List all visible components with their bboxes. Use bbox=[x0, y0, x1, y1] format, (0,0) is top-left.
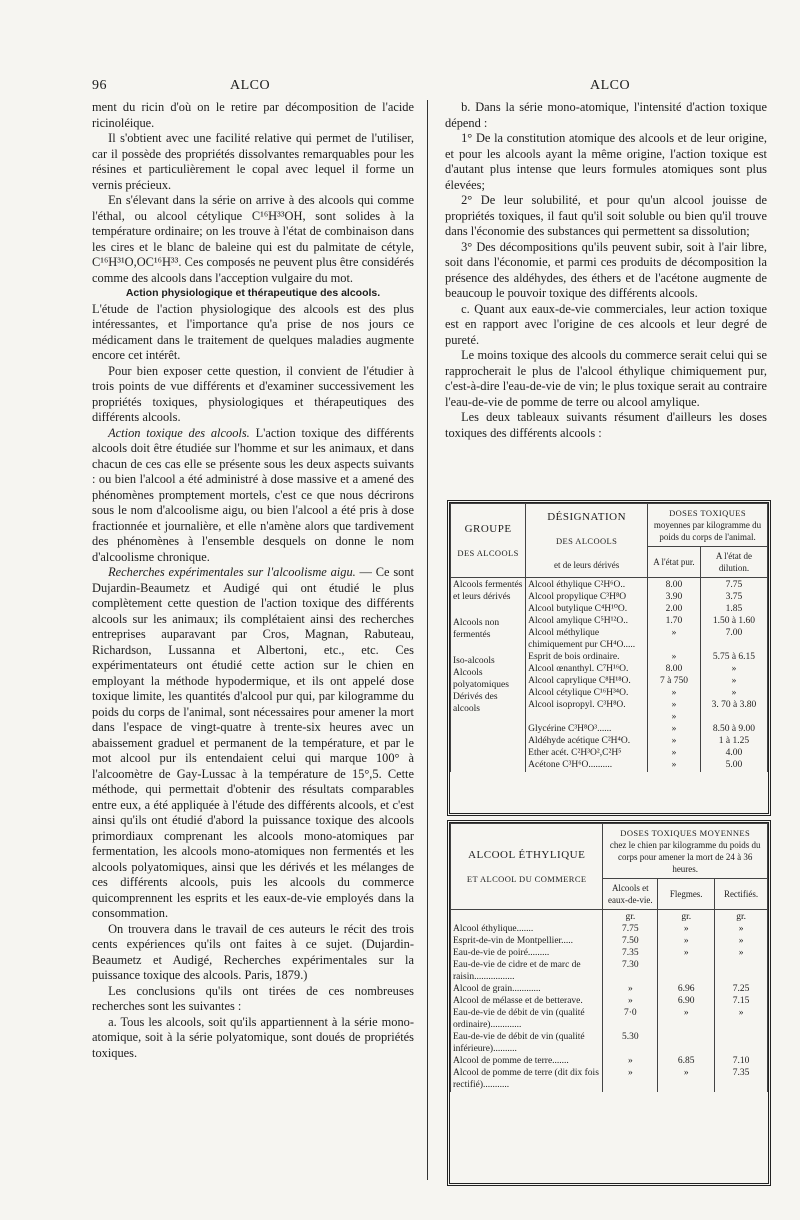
rectifies-dose: » bbox=[738, 924, 744, 934]
flegmes-dose: » bbox=[683, 1068, 689, 1078]
alcohol-name: Esprit-de-vin de Montpellier..... bbox=[453, 936, 574, 946]
pure-dose: 1.70 bbox=[665, 616, 683, 626]
alcohol-name: Alcool de pomme de terre....... bbox=[453, 1056, 569, 1066]
paragraph bbox=[92, 426, 414, 566]
flegmes-column bbox=[658, 910, 715, 1093]
eaux-dose: 7.75 bbox=[622, 924, 639, 934]
pure-dose: » bbox=[671, 724, 677, 734]
pure-dose: » bbox=[671, 628, 677, 638]
unit-label: gr. bbox=[625, 912, 636, 922]
paragraph: L'étude de l'action physiologique des alcools est des plus intéressantes, et l'importance qu'a prise de nos jours ce médicament dans le traitement de quelques maladies augmente encore cet intérêt. bbox=[92, 301, 414, 362]
header-doses: DOSES TOXIQUES MOYENNES chez le chien par kilogramme du poids du corps pour amener la mort de 24 à 36 heures. bbox=[603, 824, 768, 879]
rectifies-dose bbox=[717, 1031, 765, 1055]
header-flegmes: Flegmes. bbox=[658, 879, 715, 910]
paragraph: Le moins toxique des alcools du commerce serait celui qui se rapprocherait le plus de l'alcool éthylique chimiquement pur, c'est-à-dire l'eau-de-vie de vin; le plus toxique serait au contraire l'eau-de-vie de pomme de terre ou alcool amylique. bbox=[445, 348, 767, 409]
eaux-dose: » bbox=[627, 1068, 633, 1078]
toxic-doses-table bbox=[447, 500, 771, 816]
dilution-dose: 1 à 1.25 bbox=[718, 736, 750, 746]
alcohol-name: Alcool caprylique C⁸H¹⁸O. bbox=[528, 676, 631, 686]
rectifies-dose bbox=[717, 959, 765, 983]
rectifies-dose: 7.10 bbox=[732, 1056, 750, 1066]
paragraph: 1° De la constitution atomique des alcools et de leur origine, et pour les alcools ayant la même origine, l'action toxique est d'autant plus intense que leurs formules atomiques sont plus élevées; bbox=[445, 131, 767, 192]
alcohol-name: Eau-de-vie de cidre et de marc de raisin................. bbox=[453, 960, 581, 982]
alcohol-name: Eau-de-vie de débit de vin (qualité inférieure).......... bbox=[453, 1032, 585, 1054]
pure-dose: » bbox=[671, 712, 677, 722]
paragraph: 2° De leur solubilité, et pour qu'un alcool jouisse de propriétés toxiques, il faut qu'il soit soluble ou bien qu'il trouve dans l'économie des substances qui permettent sa dissolution; bbox=[445, 193, 767, 238]
flegmes-dose: » bbox=[683, 1008, 689, 1018]
pure-dose: » bbox=[671, 748, 677, 758]
pure-column bbox=[648, 578, 701, 773]
run-in-title: Recherches expérimentales sur l'alcoolisme aigu. bbox=[108, 565, 356, 579]
rectifies-dose: » bbox=[738, 948, 744, 958]
dilution-dose: 1.85 bbox=[725, 604, 743, 614]
paragraph bbox=[92, 565, 414, 922]
alcohol-name: Ether acét. C²H³O²,C²H⁵ bbox=[528, 748, 622, 758]
alcohol-name: Alcool de grain............ bbox=[453, 984, 541, 994]
header-group: GROUPE DES ALCOOLS bbox=[451, 504, 526, 578]
pure-dose: » bbox=[671, 760, 677, 770]
flegmes-dose: » bbox=[683, 948, 689, 958]
running-head-right: ALCO bbox=[590, 78, 631, 93]
dilution-dose: 7.75 bbox=[725, 580, 743, 590]
group-label: Alcools fermentés et leurs dérivés bbox=[453, 580, 523, 602]
alcohol-name: Alcool isopropyl. C³H⁸O. bbox=[528, 700, 626, 710]
dilution-dose: » bbox=[731, 688, 737, 698]
paragraph: c. Quant aux eaux-de-vie commerciales, leur action toxique est en rapport avec l'origine de ces alcools et leur degré de pureté. bbox=[445, 301, 767, 347]
eaux-dose: 7·0 bbox=[623, 1008, 637, 1018]
column-divider bbox=[427, 100, 428, 1180]
pure-dose: 2.00 bbox=[665, 604, 683, 614]
alcohol-name: Alcool éthylique....... bbox=[453, 924, 534, 934]
eaux-dose: » bbox=[627, 1056, 633, 1066]
group-label: Iso-alcools bbox=[453, 656, 495, 666]
unit-label: gr. bbox=[736, 912, 746, 922]
eaux-dose: 7.30 bbox=[622, 960, 639, 970]
rectifies-dose: 7.25 bbox=[732, 984, 750, 994]
right-column bbox=[445, 100, 767, 441]
alcohol-name: Eau-de-vie de poiré......... bbox=[453, 948, 550, 958]
left-column bbox=[92, 100, 414, 1061]
eaux-dose: 7.35 bbox=[622, 948, 639, 958]
rectifies-dose: 7.35 bbox=[732, 1068, 750, 1078]
flegmes-dose: 6.85 bbox=[677, 1056, 695, 1066]
dilution-column bbox=[700, 578, 767, 773]
dilution-dose: » bbox=[731, 664, 737, 674]
page-number: 96 bbox=[92, 78, 107, 93]
rectifies-dose: 7.15 bbox=[732, 996, 750, 1006]
paragraph: Il s'obtient avec une facilité relative qui permet de l'utiliser, car il possède des propriétés dissolvantes remarquables pour les résines et particulièrement le copal avec lequel il forme un vernis précieux. bbox=[92, 131, 414, 192]
pure-dose: » bbox=[671, 700, 677, 710]
pure-dose: » bbox=[671, 688, 677, 698]
flegmes-dose: » bbox=[683, 936, 689, 946]
header-rectifies: Rectifiés. bbox=[715, 879, 768, 910]
paragraph: 3° Des décompositions qu'ils peuvent subir, soit à l'air libre, soit dans l'économie, et parmi ces produits de décomposition la présence des aldéhydes, des éthers et de l'acétone augmente de beaucoup le pouvoir toxique des différents alcools. bbox=[445, 239, 767, 300]
pure-dose: 8.00 bbox=[665, 580, 683, 590]
alcohol-name: Alcool de pomme de terre (dit dix fois rectifié)........... bbox=[453, 1068, 599, 1090]
pure-dose: 8.00 bbox=[665, 664, 683, 674]
alcohol-name: Acétone C³H⁶O.......... bbox=[528, 760, 613, 770]
paragraph: Les conclusions qu'ils ont tirées de ces nombreuses recherches sont les suivantes : bbox=[92, 983, 414, 1013]
paragraph: ment du ricin d'où on le retire par décomposition de l'acide ricinoléique. bbox=[92, 100, 414, 130]
paragraph-text: L'action toxique des différents alcools doit être étudiée sur l'homme et sur les animaux, et dans chacun de ces cas elle se présente sous les deux aspects suivants : ou bien l'alcool a été administré à dose massive et a amené des phénomènes promptement mortels, c'est ce que nous décrirons sous le nom d'alcoolisme aigu, ou bien l'alcool a été pris à dose fractionnée et journalière, et elle n'amène alors que tardivement des phénomènes à l'ensemble desquels on donne le nom d'alcoolisme chronique. bbox=[92, 425, 415, 564]
eaux-dose: 7.50 bbox=[622, 936, 639, 946]
eaux-dose: » bbox=[627, 984, 633, 994]
commercial-alcohol-table bbox=[447, 820, 771, 1186]
paragraph-text: — Ce sont Dujardin-Beaumetz et Audigé qui ont étudié le plus complètement cette question de l'action toxique des différents alcools sur les animaux; ils complétaient ainsi des recherches entreprises auparavant par Cros, Magnan, Rabuteau, Richardson, Lussanna et Albertoni, etc., etc. Ces expérimentateurs ont étudié cette action sur le chien en employant la méthode hypodermique, et ils ont appelé dose toxique limite, les quantités d'alcool pur qui, par kilogramme du poids du corps de l'animal, sont nécessaires pour amener la mort dans l'espace de vingt-quatre à trente-six heures avec un abaissement graduel et permanent de la température, et par le mot alcool pur ils entendaient celui qui marque 100° à l'alcoomètre de Gay-Lussac à la température de 15°,5. Cette méthode, qui permettait d'obtenir des résultats comparables entre eux, a été appliquée à l'étude des différents alcools, et c'est ainsi qu'ils ont étudié d'abord la puissance toxique des alcools primordiaux comprenant les alcools mono-atomiques par fermentation, les alcools mono-atomiques non fermentés et les alcools polyatomiques, ainsi que les dérivés et les mélanges de ces différents alcools, puis les alcools du commerce quicomprennent les esprits et les eaux-de-vie employés dans la consommation. bbox=[92, 565, 414, 920]
pure-dose: » bbox=[671, 652, 677, 662]
name-column bbox=[526, 578, 648, 773]
dilution-dose: 3.75 bbox=[725, 592, 743, 602]
header-alcool: ALCOOL ÉTHYLIQUE ET ALCOOL DU COMMERCE bbox=[451, 824, 603, 910]
header-dilution: A l'état de dilution. bbox=[700, 547, 767, 578]
alcohol-name: Glycérine C³H⁸O³...... bbox=[528, 724, 612, 734]
dilution-dose bbox=[703, 711, 765, 723]
paragraph: Pour bien exposer cette question, il convient de l'étudier à trois points de vue différents et d'examiner successivement les propriétés toxiques, physiologiques et thérapeutiques des différents alcools. bbox=[92, 363, 414, 424]
dilution-dose: 4.00 bbox=[725, 748, 743, 758]
name-column bbox=[451, 910, 603, 1093]
paragraph: b. Dans la série mono-atomique, l'intensité d'action toxique dépend : bbox=[445, 100, 767, 130]
alcohol-name: Alcool de mélasse et de betterave. bbox=[453, 996, 583, 1006]
group-label: Dérivés des alcools bbox=[453, 692, 498, 714]
alcohol-name: Alcool éthylique C²H⁶O.. bbox=[528, 580, 626, 590]
section-heading: Action physiologique et thérapeutique des alcools. bbox=[125, 287, 381, 299]
header-pure: A l'état pur. bbox=[648, 547, 701, 578]
alcohol-name: Eau-de-vie de débit de vin (qualité ordinaire)............. bbox=[453, 1008, 585, 1030]
eaux-dose: 5.30 bbox=[622, 1032, 639, 1042]
flegmes-dose bbox=[660, 1031, 712, 1055]
flegmes-dose: » bbox=[683, 924, 689, 934]
group-column bbox=[451, 578, 526, 773]
alcohol-name: Alcool cétylique C¹⁶H³⁴O. bbox=[528, 688, 629, 698]
dilution-dose: 7.00 bbox=[725, 628, 743, 638]
alcohol-name: Esprit de bois ordinaire. bbox=[528, 652, 620, 662]
dilution-dose: 3. 70 à 3.80 bbox=[711, 700, 757, 710]
unit-label: gr. bbox=[681, 912, 692, 922]
alcohol-name: Alcool méthylique chimiquement pur CH⁴O..... bbox=[528, 628, 636, 650]
dilution-dose: 8.50 à 9.00 bbox=[712, 724, 756, 734]
rectifies-dose: » bbox=[738, 936, 744, 946]
pure-dose: » bbox=[671, 736, 677, 746]
run-in-title: Action toxique des alcools. bbox=[108, 425, 250, 440]
alcohol-name: Aldéhyde acétique C²H⁴O. bbox=[528, 736, 631, 746]
dilution-dose: 5.00 bbox=[725, 760, 743, 770]
paragraph: On trouvera dans le travail de ces auteurs le récit des trois cents expériences qu'ils ont faites à ce sujet. (Dujardin-Beaumetz et Audigé, Recherches expérimentales sur la puissance toxique des alcools. Paris, 1879.) bbox=[92, 921, 414, 982]
alcohol-name: Alcool butylique C⁴H¹⁰O. bbox=[528, 604, 628, 614]
paragraph: En s'élevant dans la série on arrive à des alcools qui comme l'éthal, ou alcool cétylique C¹⁶H³³OH, sont solides à la température ordinaire; on les trouve à l'état de combinaison dans les cires et le blanc de baleine qui est du palmitate de cétyle, C¹⁶H³¹O,OC¹⁶H³³. Ces composés ne peuvent plus être considérés comme des alcools dans l'acception vulgaire du mot. bbox=[92, 193, 414, 285]
dilution-dose: 1.50 à 1.60 bbox=[712, 616, 756, 626]
eaux-dose: » bbox=[627, 996, 633, 1006]
group-label: Alcools polyatomiques bbox=[453, 668, 509, 690]
rectifies-dose: » bbox=[738, 1008, 744, 1018]
dilution-dose: » bbox=[731, 676, 737, 686]
running-head-left: ALCO bbox=[230, 78, 271, 93]
header-doses: DOSES TOXIQUES moyennes par kilogramme du poids du corps de l'animal. bbox=[648, 504, 768, 547]
pure-dose: 7 à 750 bbox=[660, 676, 688, 686]
flegmes-dose bbox=[660, 959, 712, 983]
dilution-dose: 5.75 à 6.15 bbox=[712, 652, 756, 662]
pure-dose: 3.90 bbox=[665, 592, 683, 602]
alcohol-name bbox=[528, 711, 645, 723]
header-eaux-de-vie: Alcools et eaux-de-vie. bbox=[603, 879, 658, 910]
alcohol-name: Alcool œnanthyl. C⁷H¹⁶O. bbox=[528, 664, 629, 674]
group-label: Alcools non fermentés bbox=[453, 618, 500, 640]
paragraph: Les deux tableaux suivants résument d'ailleurs les doses toxiques des différents alcools : bbox=[445, 410, 767, 440]
rectifies-column bbox=[715, 910, 768, 1093]
eaux-column bbox=[603, 910, 658, 1093]
header-designation: DÉSIGNATION DES ALCOOLS et de leurs dérivés bbox=[526, 504, 648, 578]
paragraph: a. Tous les alcools, soit qu'ils appartiennent à la série mono-atomique, soit à la série polyatomique, sont doués de propriétés toxiques. bbox=[92, 1014, 414, 1060]
flegmes-dose: 6.96 bbox=[677, 984, 695, 994]
flegmes-dose: 6.90 bbox=[677, 996, 695, 1006]
alcohol-name: Alcool propylique C³H⁸O bbox=[528, 592, 627, 602]
alcohol-name: Alcool amylique C⁵H¹²O.. bbox=[528, 616, 628, 626]
